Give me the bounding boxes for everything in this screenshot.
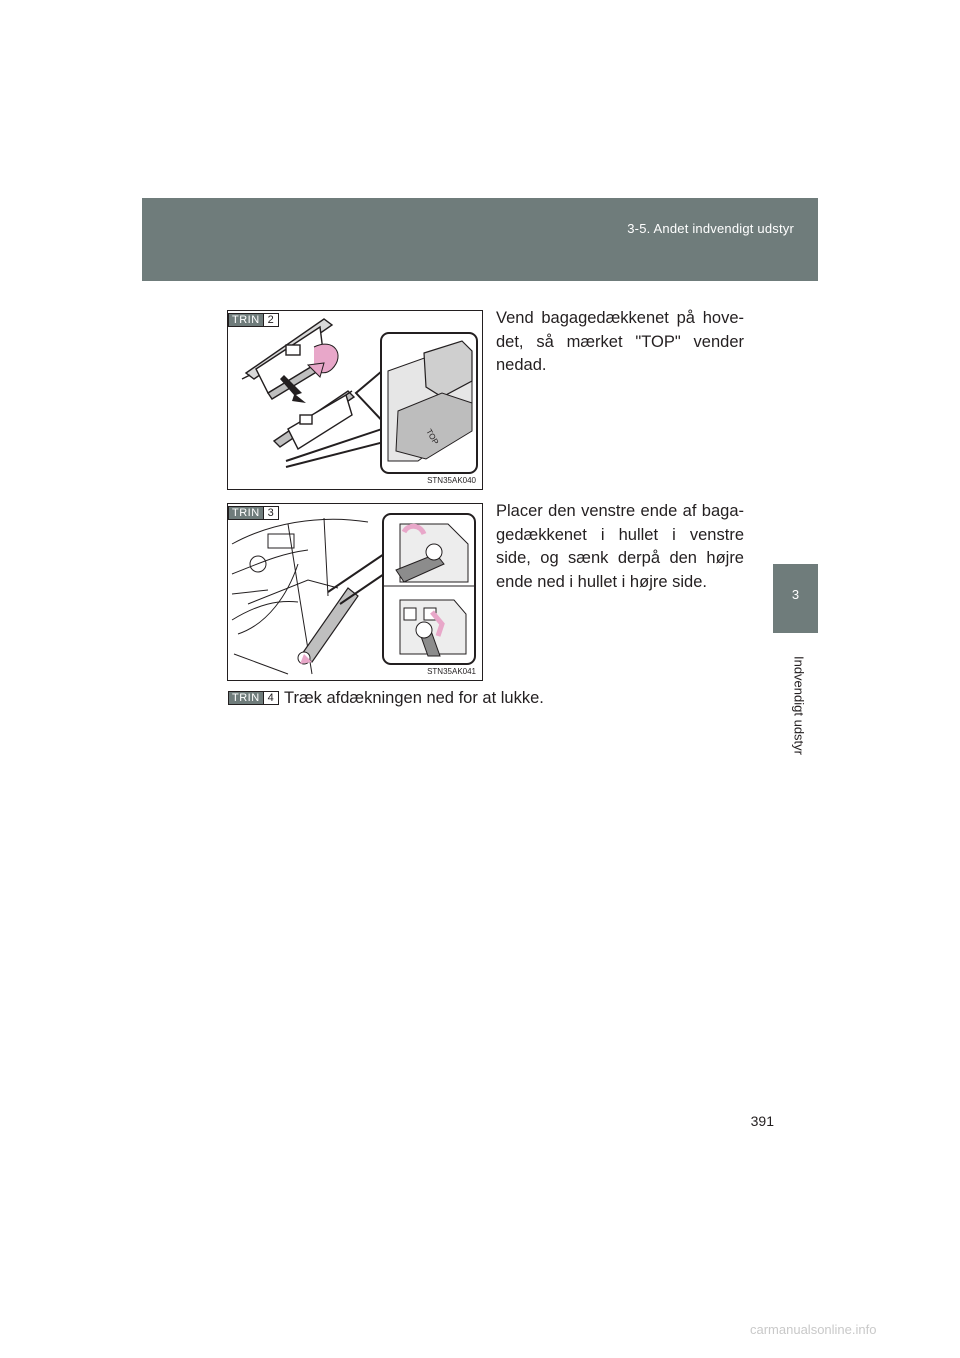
cover-flip-illustration [228, 311, 482, 489]
chapter-number: 3 [791, 587, 800, 602]
step-label: TRIN [229, 507, 263, 519]
figure-step-3 [227, 503, 483, 681]
step-badge-3 [228, 506, 279, 520]
step-4-text: Træk afdækningen ned for at lukke. [284, 689, 544, 707]
cargo-area-illustration [228, 504, 482, 680]
section-header-bar [142, 198, 818, 281]
step-number: 4 [263, 692, 278, 704]
step-badge-4 [228, 691, 279, 705]
step-2-text: Vend bagagedækkenet på hove-det, så mærket "TOP" vender nedad. [496, 309, 744, 374]
top-mark-label: TOP [424, 427, 441, 447]
section-title: 3-5. Andet indvendigt udstyr [627, 221, 794, 236]
figure-code: STN35AK040 [427, 476, 476, 485]
step-number: 2 [263, 314, 278, 326]
step-label: TRIN [229, 314, 263, 326]
step-3-text: Placer den venstre ende af baga-gedækkenet i hullet i venstre side, og sænk derpå den højre ende ned i hullet i højre side. [496, 502, 744, 591]
step-label: TRIN [229, 692, 263, 704]
chapter-tab [773, 564, 818, 633]
chapter-side-label [787, 648, 805, 768]
footer-watermark: carmanualsonline.info [750, 1322, 877, 1337]
step-badge-2 [228, 313, 279, 327]
figure-step-2 [227, 310, 483, 490]
step-number: 3 [263, 507, 278, 519]
figure-code: STN35AK041 [427, 667, 476, 676]
chapter-label: Indvendigt udstyr [791, 655, 807, 755]
page-number: 391 [750, 1113, 774, 1129]
